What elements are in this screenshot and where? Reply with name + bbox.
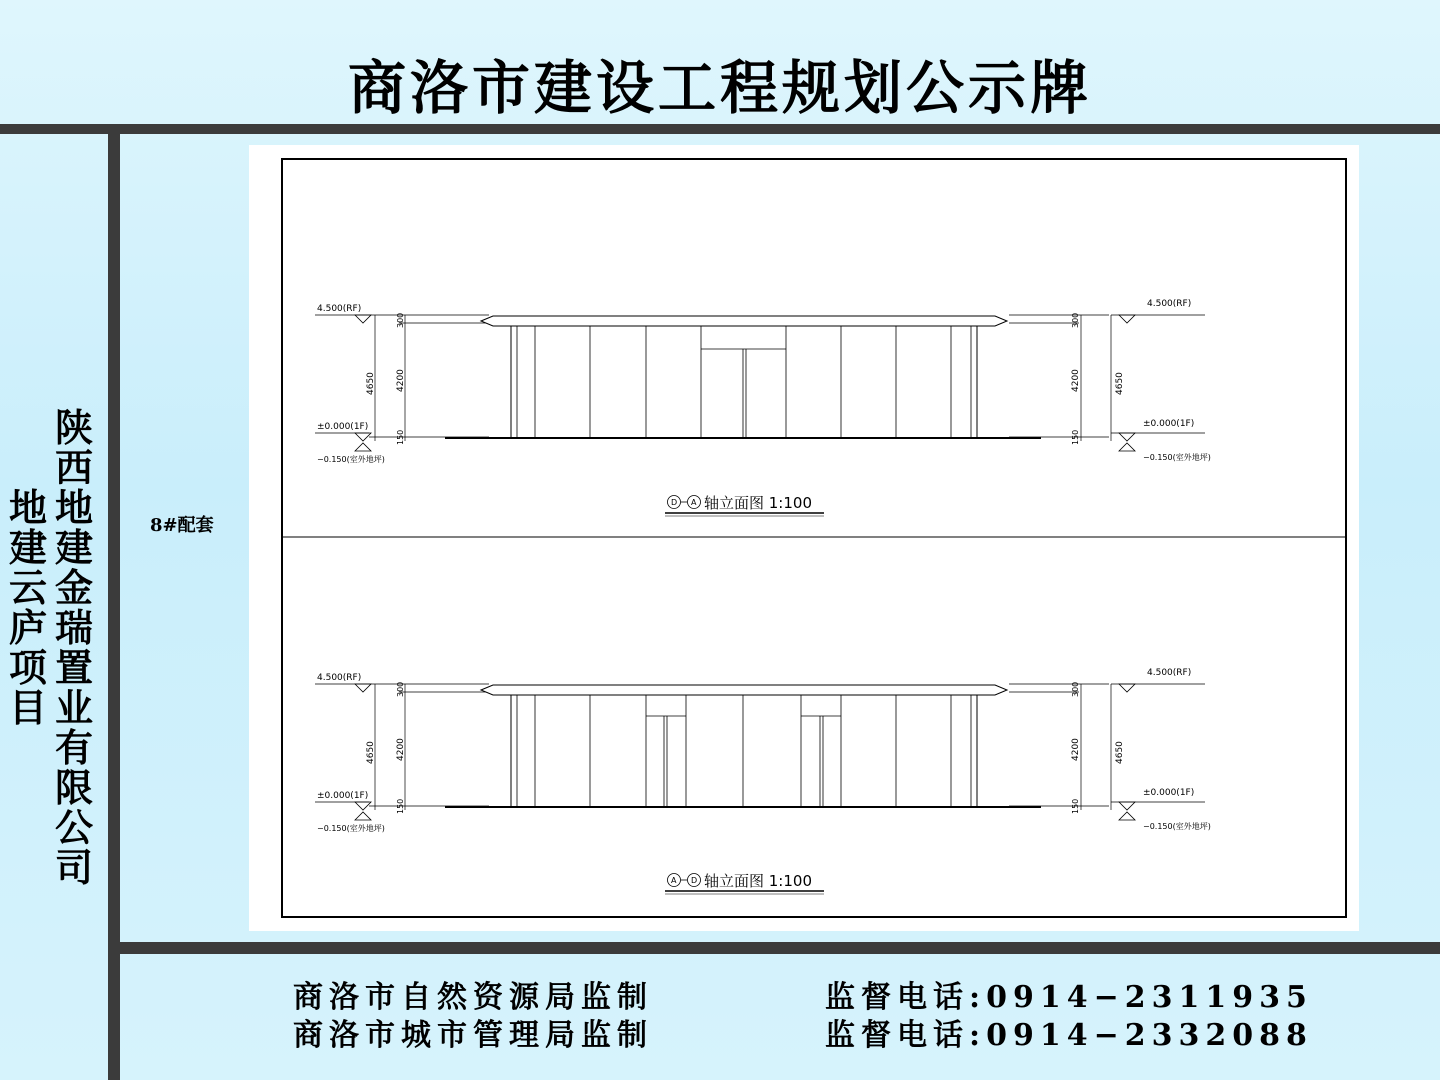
level-top-left: 4.500(RF) [317, 304, 362, 314]
level-ground-right: ±0.000(1F) [1143, 419, 1195, 429]
frame-bottom-bar [120, 942, 1440, 954]
axis-to-2: D [691, 876, 698, 885]
axis-from-2: A [671, 876, 677, 885]
level-top-right: 4.500(RF) [1147, 668, 1192, 678]
dim-total-left: 4650 [366, 372, 376, 395]
project-name: 地建云庐项目 [8, 485, 47, 730]
level-outdoor-left: −0.150(室外地坪) [317, 455, 385, 464]
dim-main-right: 4200 [1071, 738, 1081, 761]
level-outdoor-right: −0.150(室外地坪) [1143, 822, 1211, 831]
level-top-left: 4.500(RF) [317, 673, 362, 683]
building-label: 8#配套 [150, 515, 214, 536]
dim-main-left: 4200 [396, 738, 406, 761]
dim-total-right: 4650 [1115, 741, 1125, 764]
hotline-2: 监督电话:0914−2332088 [825, 1018, 1313, 1053]
elevation-2 [315, 668, 1211, 894]
elevation-1 [315, 299, 1211, 516]
level-top-right: 4.500(RF) [1147, 299, 1192, 309]
elevation-caption-1: 轴立面图 1:100 [704, 494, 812, 512]
company-name: 陕西地建金瑞置业有限公司 [54, 405, 93, 890]
level-outdoor-left: −0.150(室外地坪) [317, 824, 385, 833]
dim-bottom-right: 150 [1071, 429, 1080, 445]
elevation-drawing-sheet [249, 145, 1359, 931]
dim-bottom-left: 150 [396, 429, 405, 445]
axis-to-1: A [691, 498, 697, 507]
page-title: 商洛市建设工程规划公示牌 [347, 54, 1092, 122]
supervisor-2: 商洛市城市管理局监制 [293, 1018, 653, 1053]
axis-from-1: D [671, 498, 678, 507]
dim-top-right: 300 [1071, 312, 1080, 328]
dim-top-left: 300 [396, 681, 405, 697]
elevation-drawing [249, 145, 1359, 931]
dim-bottom-right: 150 [1071, 798, 1080, 814]
dim-top-left: 300 [396, 312, 405, 328]
level-outdoor-right: −0.150(室外地坪) [1143, 453, 1211, 462]
level-ground-left: ±0.000(1F) [317, 422, 369, 432]
dim-total-right: 4650 [1115, 372, 1125, 395]
frame-top-bar [0, 124, 1440, 134]
frame-left-bar [108, 134, 120, 1080]
hotline-1: 监督电话:0914−2311935 [825, 980, 1313, 1015]
dim-main-right: 4200 [1071, 369, 1081, 392]
dim-main-left: 4200 [396, 369, 406, 392]
level-ground-right: ±0.000(1F) [1143, 788, 1195, 798]
dim-total-left: 4650 [366, 741, 376, 764]
elevation-caption-2: 轴立面图 1:100 [704, 872, 812, 890]
supervisor-1: 商洛市自然资源局监制 [293, 980, 653, 1015]
dim-bottom-left: 150 [396, 798, 405, 814]
level-ground-left: ±0.000(1F) [317, 791, 369, 801]
dim-top-right: 300 [1071, 681, 1080, 697]
